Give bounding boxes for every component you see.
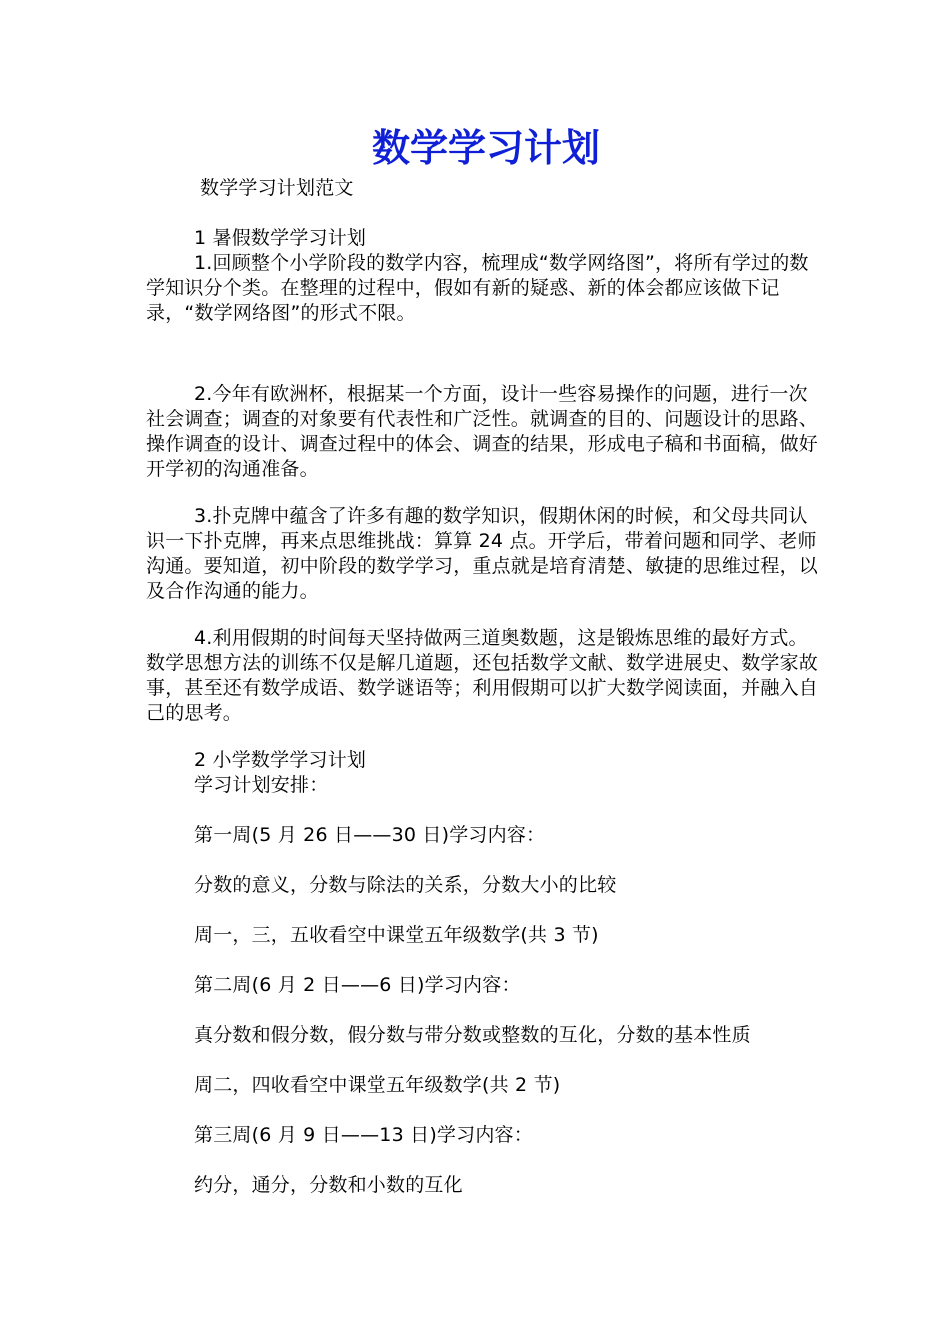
week1-heading: 第一周(5 月 26 日——30 日)学习内容： [194, 824, 546, 846]
spacer [146, 848, 826, 873]
week1-schedule: 周一，三，五收看空中课堂五年级数学(共 3 节) [194, 924, 599, 946]
spacer [146, 1098, 826, 1123]
page-title: 数学学习计划 [371, 126, 600, 170]
paragraph-3: 3.扑克牌中蕴含了许多有趣的数学知识，假期休闲的时候，和父母共同认识一下扑克牌，再来点思维挑战：算算 24 点。开学后，带着问题和同学、老师沟通。要知道，初中阶段的数学学习，重点就是培育清楚、敏捷的思维过程，以及合作沟通的能力。 [146, 505, 819, 602]
spacer [146, 798, 826, 823]
spacer [146, 201, 826, 226]
spacer [146, 1048, 826, 1073]
spacer [146, 604, 826, 626]
section-heading-1: 1 暑假数学学习计划 [194, 227, 367, 249]
spacer [146, 726, 826, 748]
spacer [146, 898, 826, 923]
week2-schedule: 周二，四收看空中课堂五年级数学(共 2 节) [194, 1074, 561, 1096]
spacer [146, 1148, 826, 1173]
paragraph-4: 4.利用假期的时间每天坚持做两三道奥数题，这是锻炼思维的最好方式。数学思想方法的训练不仅是解几道题，还包括数学文献、数学进展史、数学家故事，甚至还有数学成语、数学谜语等；利用假期可以扩大数学阅读面，并融入自己的思考。 [146, 627, 819, 724]
spacer [146, 948, 826, 973]
week2-heading: 第二周(6 月 2 日——6 日)学习内容： [194, 974, 521, 996]
spacer [146, 482, 826, 504]
section-heading-2: 2 小学数学学习计划 [194, 749, 367, 771]
paragraph-2: 2.今年有欧洲杯，根据某一个方面，设计一些容易操作的问题，进行一次社会调查；调查的对象要有代表性和广泛性。就调查的目的、问题设计的思路、操作调查的设计、调查过程中的体会、调查的结果，形成电子稿和书面稿，做好开学初的沟通准备。 [146, 383, 819, 480]
week1-content: 分数的意义，分数与除法的关系，分数大小的比较 [194, 874, 617, 896]
document-page [146, 120, 826, 1198]
spacer [146, 998, 826, 1023]
subtitle: 数学学习计划范文 [200, 177, 354, 199]
paragraph-1: 1.回顾整个小学阶段的数学内容，梳理成“数学网络图”，将所有学过的数学知识分个类。在整理的过程中，假如有新的疑惑、新的体会都应该做下记录，“数学网络图”的形式不限。 [146, 252, 809, 324]
spacer [146, 326, 826, 382]
week3-content: 约分，通分，分数和小数的互化 [194, 1174, 463, 1196]
week2-content: 真分数和假分数，假分数与带分数或整数的互化，分数的基本性质 [194, 1024, 751, 1046]
schedule-intro: 学习计划安排： [194, 774, 329, 796]
week3-heading: 第三周(6 月 9 日——13 日)学习内容： [194, 1124, 533, 1146]
